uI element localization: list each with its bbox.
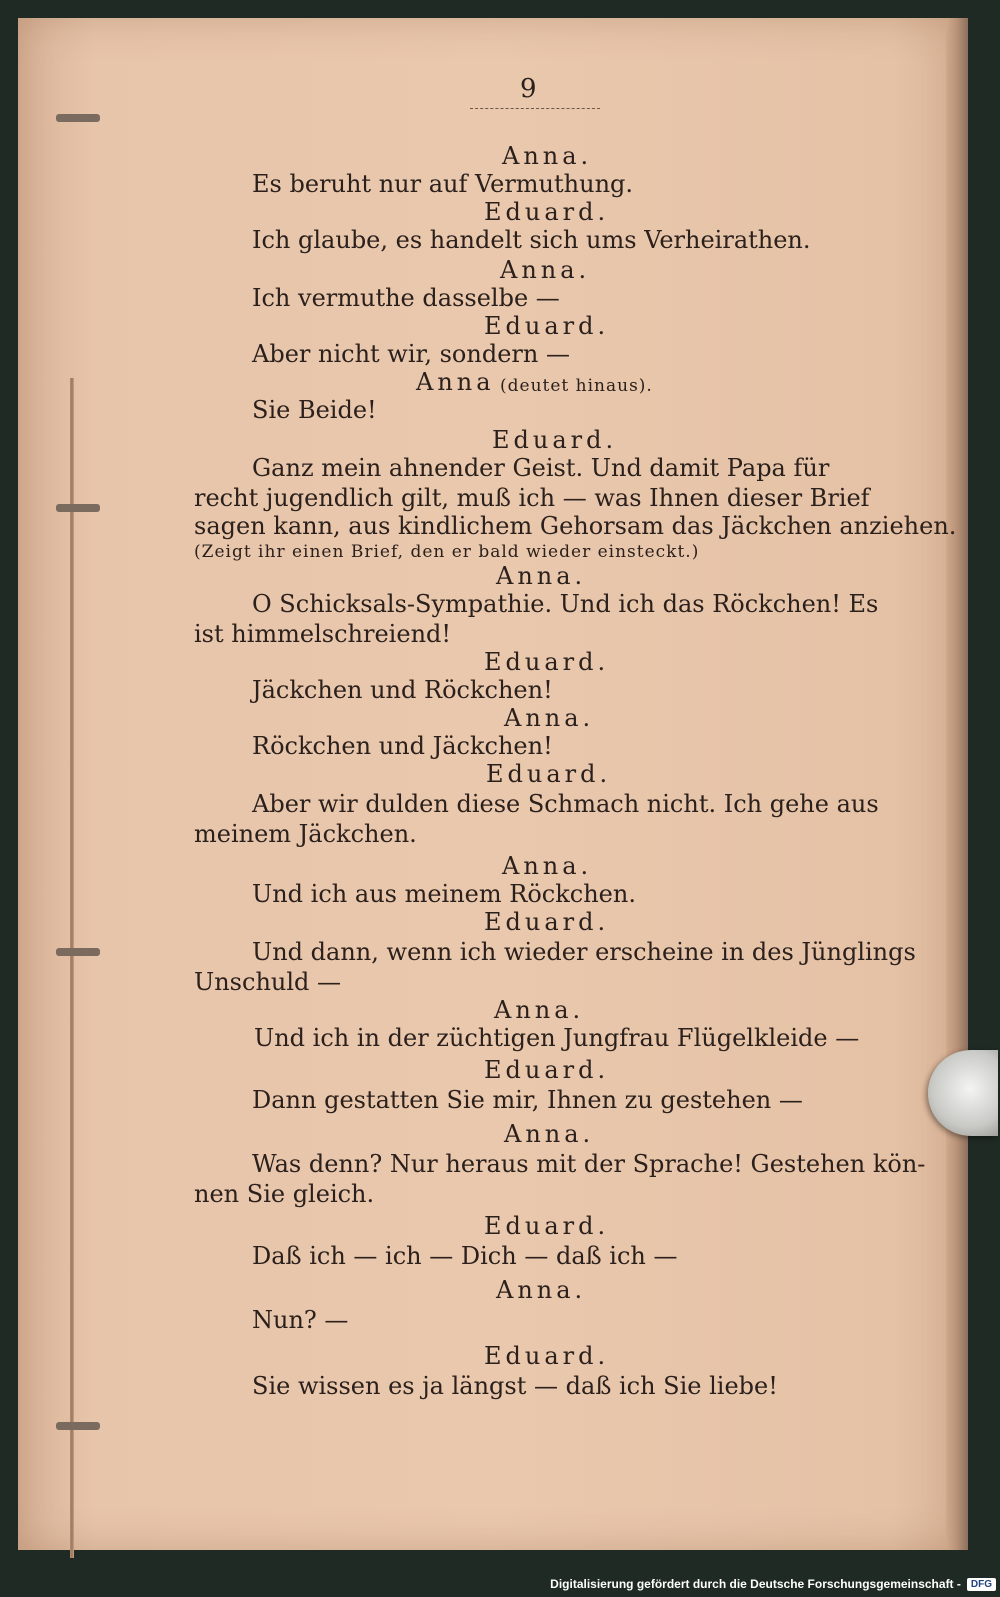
dialogue-line: Daß ich — ich — Dich — daß ich — xyxy=(252,1242,678,1270)
dialogue-line: Dann gestatten Sie mir, Ihnen zu gestehen — xyxy=(252,1086,803,1114)
speaker-label: Eduard. xyxy=(484,1056,610,1084)
speaker-label: Anna xyxy=(416,368,495,396)
speaker-label: Anna. xyxy=(504,704,595,732)
dialogue-line: Ganz mein ahnender Geist. Und damit Papa für xyxy=(252,454,830,482)
dialogue-line: recht jugendlich gilt, muß ich — was Ihnen dieser Brief xyxy=(194,484,870,512)
dfg-logo-icon: DFG xyxy=(967,1578,996,1591)
dialogue-line: Unschuld — xyxy=(194,968,342,996)
dialogue-line: Nun? — xyxy=(252,1306,349,1334)
speaker-label: Eduard. xyxy=(484,908,610,936)
speaker-label: Anna. xyxy=(494,996,585,1024)
page-number: 9 xyxy=(520,74,537,104)
stage-direction: (Zeigt ihr einen Brief, den er bald wieder einsteckt.) xyxy=(194,542,700,562)
dialogue-line: Aber wir dulden diese Schmach nicht. Ich gehe aus xyxy=(252,790,879,818)
dialogue-line: Und dann, wenn ich wieder erscheine in des Jünglings xyxy=(252,938,916,966)
speaker-label: Eduard. xyxy=(484,648,610,676)
speaker-label: Eduard. xyxy=(486,760,612,788)
dialogue-line: Sie Beide! xyxy=(252,396,377,424)
dialogue-line: Ich glaube, es handelt sich ums Verheirathen. xyxy=(252,226,811,254)
speaker-label: Eduard. xyxy=(484,312,610,340)
speaker-label: Anna. xyxy=(496,1276,587,1304)
dialogue-line: Es beruht nur auf Vermuthung. xyxy=(252,170,634,198)
dialogue-line: Röckchen und Jäckchen! xyxy=(252,732,553,760)
dialogue-line: Was denn? Nur heraus mit der Sprache! Gestehen kön- xyxy=(252,1150,926,1178)
dialogue-line: ist himmelschreiend! xyxy=(194,620,452,648)
speaker-label: Anna. xyxy=(496,562,587,590)
digitization-footer xyxy=(550,1573,996,1595)
dialogue-line: meinem Jäckchen. xyxy=(194,820,417,848)
dialogue-line: sagen kann, aus kindlichem Gehorsam das Jäckchen anziehen. xyxy=(194,512,957,540)
speaker-label: Eduard. xyxy=(484,1212,610,1240)
stage-direction: (deutet hinaus). xyxy=(500,376,653,396)
dialogue-line: Sie wissen es ja längst — daß ich Sie liebe! xyxy=(252,1372,778,1400)
speaker-label: Eduard. xyxy=(492,426,618,454)
speaker-label: Anna. xyxy=(500,256,591,284)
dialogue-line: Ich vermuthe dasselbe — xyxy=(252,284,560,312)
speaker-label: Anna. xyxy=(502,852,593,880)
dialogue-line: Aber nicht wir, sondern — xyxy=(252,340,570,368)
dialogue-line: nen Sie gleich. xyxy=(194,1180,375,1208)
footer-credit: Digitalisierung gefördert durch die Deutsche Forschungsgemeinschaft - xyxy=(550,1577,961,1591)
page-number-rule xyxy=(470,108,600,110)
speaker-label: Anna. xyxy=(502,142,593,170)
dialogue-line: Und ich aus meinem Röckchen. xyxy=(252,880,636,908)
speaker-label: Anna. xyxy=(504,1120,595,1148)
dialogue-line: O Schicksals-Sympathie. Und ich das Röckchen! Es xyxy=(252,590,879,618)
speaker-label: Eduard. xyxy=(484,1342,610,1370)
dialogue-line: Und ich in der züchtigen Jungfrau Flügelkleide — xyxy=(254,1024,860,1052)
speaker-label: Eduard. xyxy=(484,198,610,226)
dialogue-line: Jäckchen und Röckchen! xyxy=(252,676,553,704)
